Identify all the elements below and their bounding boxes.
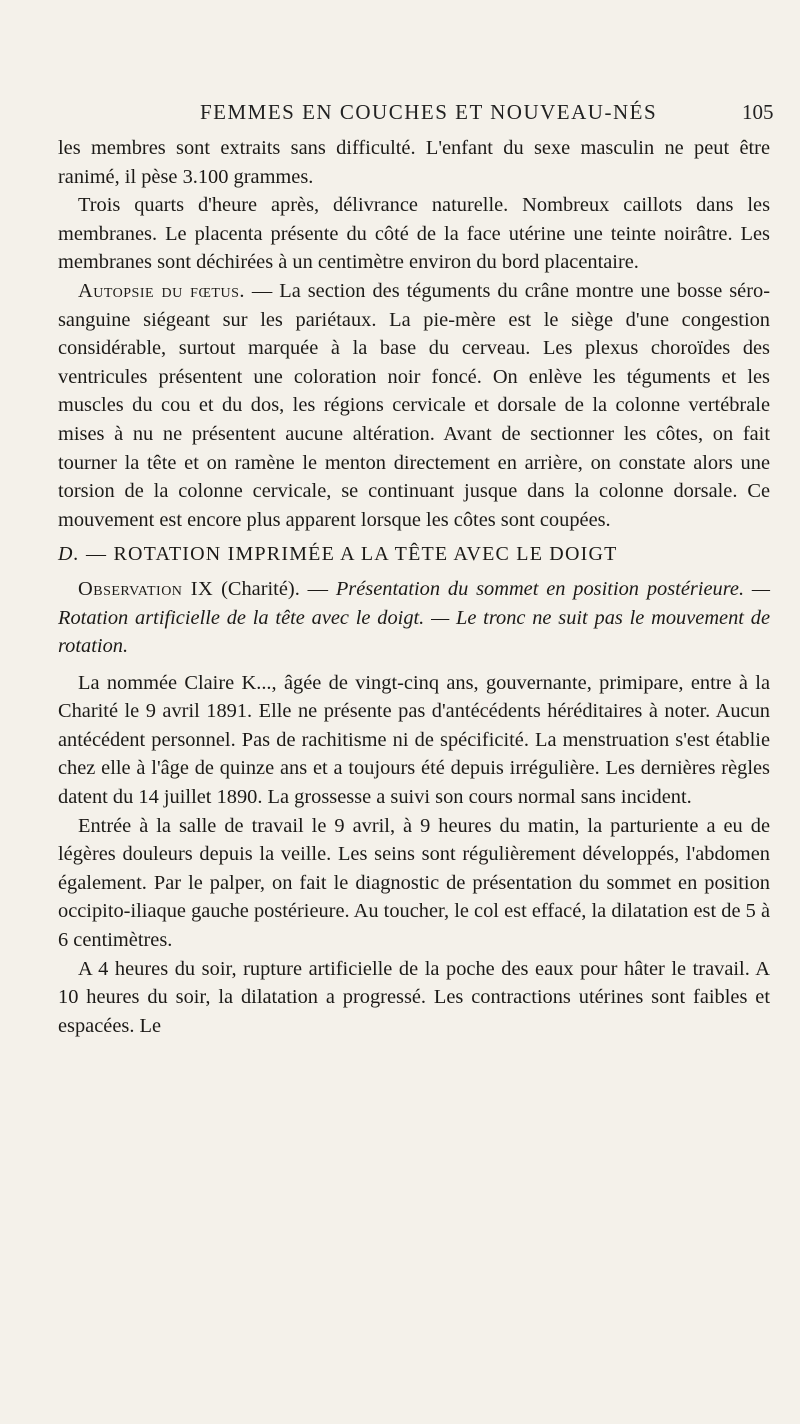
running-title: FEMMES EN COUCHES ET NOUVEAU-NÉS bbox=[200, 100, 658, 124]
observation-place: (Charité). — bbox=[213, 577, 336, 600]
section-title: — ROTATION IMPRIMÉE A LA TÊTE AVEC LE DOIGT bbox=[79, 543, 618, 566]
section-heading bbox=[58, 540, 770, 569]
autopsy-label: Autopsie du fœtus. bbox=[78, 279, 245, 302]
paragraph-labor: A 4 heures du soir, rupture artificielle de la poche des eaux pour hâter le travail. A 10 heures du soir, la dilatation a progressé. Les contractions utérines sont faibles et espacées. Le bbox=[58, 957, 770, 1037]
paragraph-continuation: les membres sont extraits sans difficulté. L'enfant du sexe masculin ne peut être ranimé, il pèse 3.100 grammes. bbox=[58, 137, 770, 188]
paragraph-patient: La nommée Claire K..., âgée de vingt-cinq ans, gouvernante, primipare, entre à la Charité le 9 avril 1891. Elle ne présente pas d'antécédents héréditaires à noter. Aucun antécédent personnel. Pas de rachitisme ni de spécificité. La menstruation s'est établie chez elle à l'âge de quinze ans et a toujours été depuis irrégulière. Les dernières règles datent du 14 juillet 1890. La grossesse a suivi son cours normal sans incident. bbox=[58, 671, 770, 809]
paragraph-autopsy bbox=[58, 277, 770, 534]
page-number: 105 bbox=[742, 100, 774, 124]
observation-summary: Présentation du sommet en position postérieure. — Rotation artificielle de la tête avec le doigt. — Le tronc ne suit pas le mouvement de rotation. bbox=[58, 577, 771, 658]
observation-label: Observation IX bbox=[78, 577, 214, 600]
running-head bbox=[0, 100, 800, 130]
observation-heading bbox=[58, 575, 770, 661]
paragraph-delivery: Trois quarts d'heure après, délivrance naturelle. Nombreux caillots dans les membranes. Le placenta présente du côté de la face utérine une teinte noirâtre. Les membranes sont déchirées à un centimètre environ du bord placentaire. bbox=[58, 194, 770, 274]
paragraph-admission: Entrée à la salle de travail le 9 avril, à 9 heures du matin, la parturiente a eu de légères douleurs depuis la veille. Les seins sont régulièrement développés, l'abdomen également. Par le palper, on fait le diagnostic de présentation du sommet en position occipito-iliaque gauche postérieure. Au toucher, le col est effacé, la dilatation est de 5 à 6 centimètres. bbox=[58, 814, 770, 952]
section-letter: D. bbox=[58, 543, 80, 566]
spacer bbox=[58, 661, 770, 669]
text-block bbox=[58, 134, 770, 1040]
autopsy-text: — La section des téguments du crâne montre une bosse séro-sanguine siégeant sur les pariétaux. La pie-mère est le siège d'une congestion considérable, surtout marquée à la base du cerveau. Les plexus choroïdes des ventricules présentent une coloration noir foncé. On enlève les téguments et les muscles du cou et du dos, les régions cervicale et dorsale de la colonne vertébrale mises à nu ne présentent aucune altération. Avant de sectionner les côtes, on fait tourner la tête et on ramène le menton directement en arrière, on constate alors une torsion de la colonne cervicale, se continuant jusque dans la colonne dorsale. Ce mouvement est encore plus apparent lorsque les côtes sont coupées. bbox=[58, 279, 770, 531]
